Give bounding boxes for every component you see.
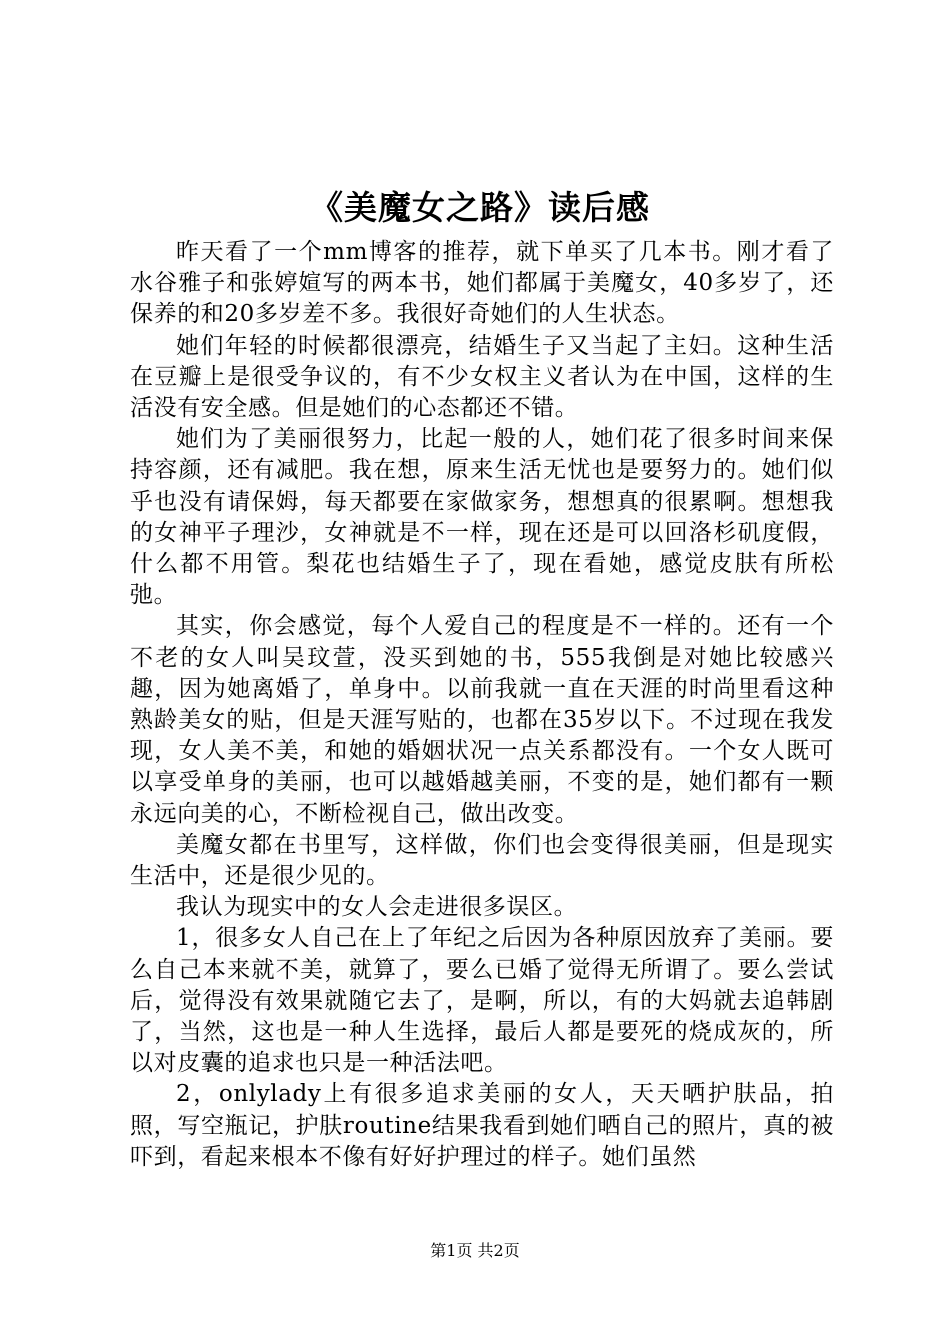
paragraph: 她们为了美丽很努力，比起一般的人，她们花了很多时间来保持容颜，还有减肥。我在想，原来生活无忧也是要努力的。她们似乎也没有请保姆，每天都要在家做家务，想想真的很累啊。想想我的女神平子理沙，女神就是不一样，现在还是可以回洛杉矶度假，什么都不用管。梨花也结婚生子了，现在看她，感觉皮肤有所松弛。 xyxy=(130,426,834,609)
page-number-footer: 第1页 共2页 xyxy=(430,1241,520,1260)
paragraph: 2，onlylady上有很多追求美丽的女人，天天晒护肤品，拍照，写空瓶记，护肤routine结果我看到她们晒自己的照片，真的被吓到，看起来根本不像有好好护理过的样子。她们虽然 xyxy=(130,1081,834,1170)
paragraph: 美魔女都在书里写，这样做，你们也会变得很美丽，但是现实生活中，还是很少见的。 xyxy=(130,831,834,890)
document-title: 《美魔女之路》读后感 xyxy=(310,188,650,227)
paragraph: 她们年轻的时候都很漂亮，结婚生子又当起了主妇。这种生活在豆瓣上是很受争议的，有不少女权主义者认为在中国，这样的生活没有安全感。但是她们的心态都还不错。 xyxy=(130,332,834,422)
paragraph: 我认为现实中的女人会走进很多误区。 xyxy=(176,894,578,921)
paragraph: 1，很多女人自己在上了年纪之后因为各种原因放弃了美丽。要么自己本来就不美，就算了，要么已婚了觉得无所谓了。要么尝试后，觉得没有效果就随它去了，是啊，所以，有的大妈就去追韩剧了，当然，这也是一种人生选择，最后人都是要死的烧成灰的，所以对皮囊的追求也只是一种活法吧。 xyxy=(130,925,834,1077)
paragraph: 其实，你会感觉，每个人爱自己的程度是不一样的。还有一个不老的女人叫吴玟萱，没买到她的书，555我倒是对她比较感兴趣，因为她离婚了，单身中。以前我就一直在天涯的时尚里看这种熟龄美女的贴，但是天涯写贴的，也都在35岁以下。不过现在我发现，女人美不美，和她的婚姻状况一点关系都没有。一个女人既可以享受单身的美丽，也可以越婚越美丽，不变的是，她们都有一颗永远向美的心，不断检视自己，做出改变。 xyxy=(130,613,834,827)
document-body xyxy=(130,237,834,1173)
paragraph: 昨天看了一个mm博客的推荐，就下单买了几本书。刚才看了水谷雅子和张婷媗写的两本书，她们都属于美魔女，40多岁了，还保养的和20多岁差不多。我很好奇她们的人生状态。 xyxy=(130,239,834,328)
